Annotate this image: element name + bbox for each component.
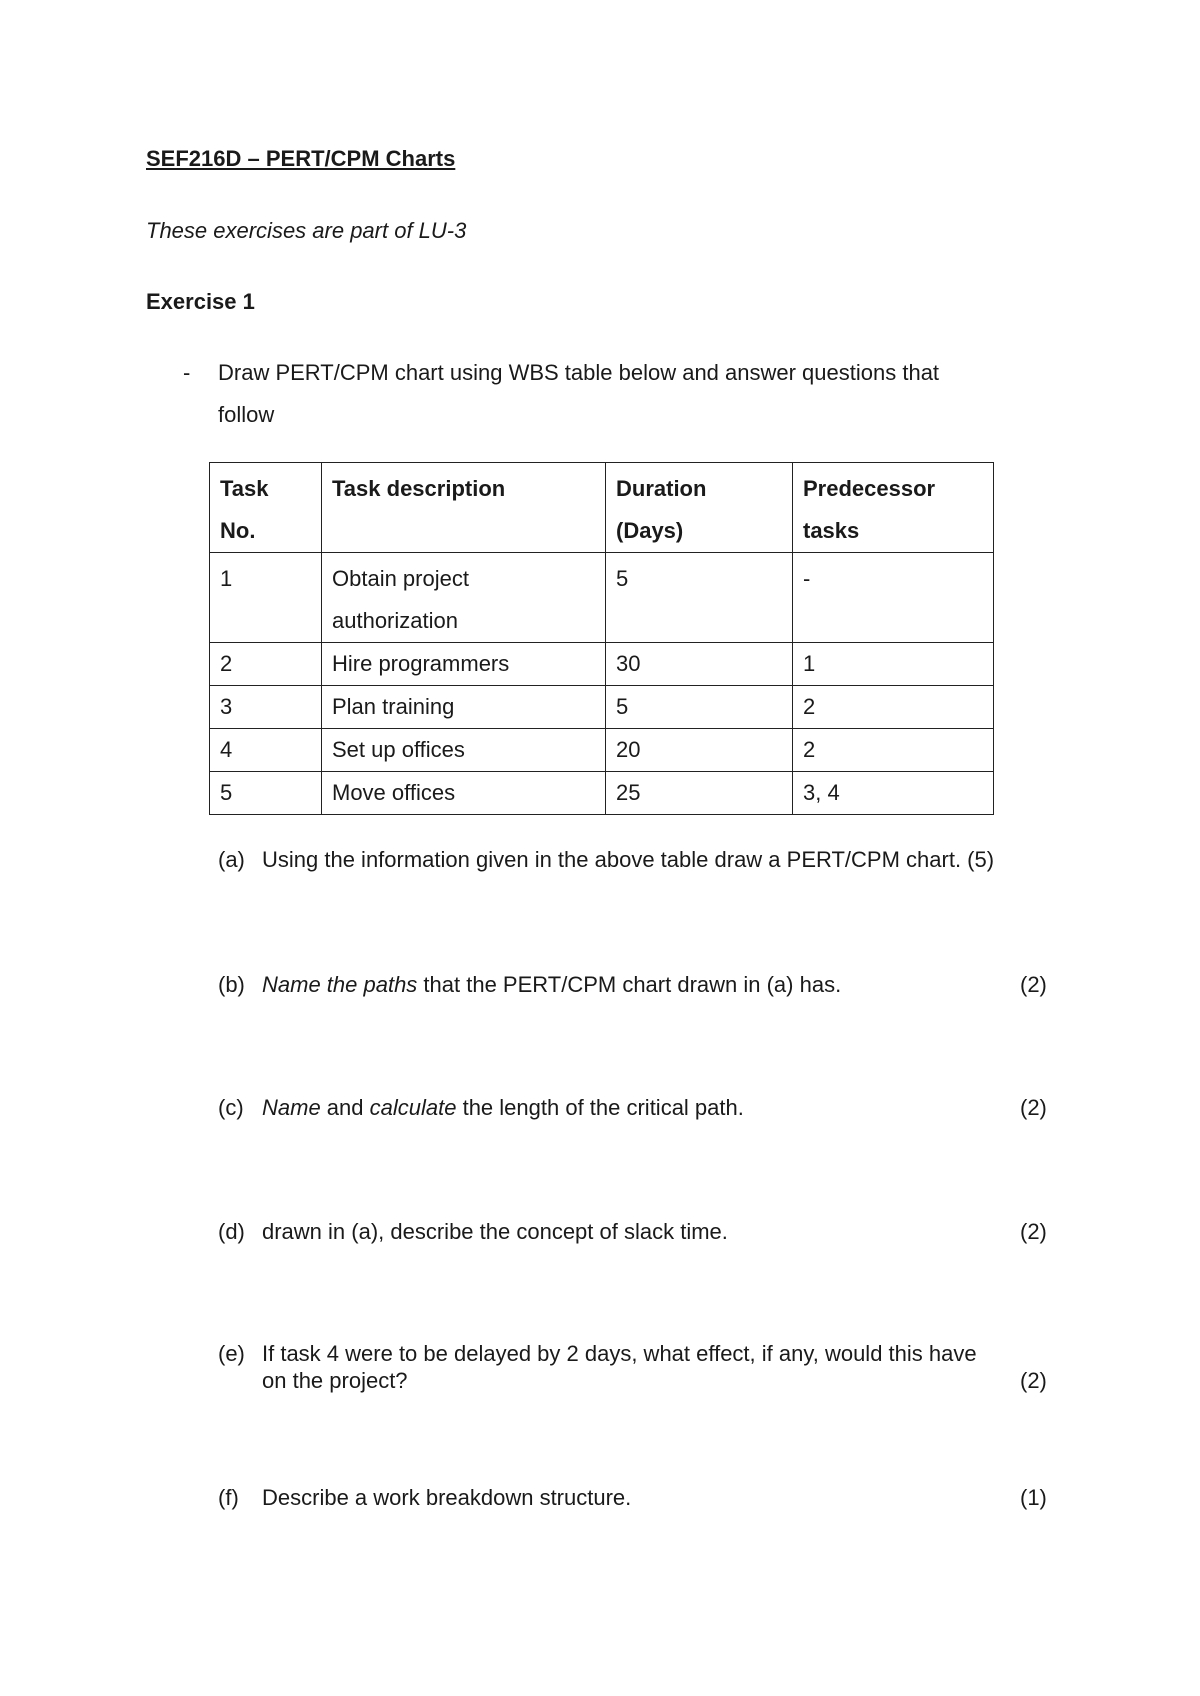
cell-description: Obtain project authorization [322, 553, 606, 643]
cell-duration: 5 [606, 686, 793, 729]
question-label: (b) [218, 972, 245, 997]
question-text: Using the information given in the above table draw a PERT/CPM chart. (5) [262, 847, 995, 872]
cell-duration: 30 [606, 643, 793, 686]
wbs-table [209, 462, 994, 815]
question-label: (e) [218, 1341, 245, 1366]
marks-b: (2) [1020, 972, 1047, 997]
exercise-heading: Exercise 1 [146, 289, 255, 314]
cell-task-no: 1 [210, 553, 322, 643]
cell-predecessor: - [793, 553, 994, 643]
marks-e: (2) [1020, 1368, 1047, 1393]
question-e [218, 1340, 977, 1368]
instruction-line-1: Draw PERT/CPM chart using WBS table below and answer questions that [218, 360, 940, 385]
cell-duration: 20 [606, 729, 793, 772]
table-row [210, 686, 994, 729]
question-label: (f) [218, 1485, 239, 1510]
question-label: (d) [218, 1219, 245, 1244]
cell-predecessor: 2 [793, 729, 994, 772]
document-title: SEF216D – PERT/CPM Charts [146, 146, 456, 171]
question-a [218, 846, 994, 874]
question-d [218, 1218, 728, 1246]
cell-predecessor: 1 [793, 643, 994, 686]
cell-duration: 5 [606, 553, 793, 643]
table-row [210, 553, 994, 643]
question-emphasis: calculate [369, 1095, 457, 1120]
question-c: (c) Name and calculate the length of the critical path. [218, 1095, 744, 1120]
question-e-line-2: on the project? [262, 1368, 408, 1393]
cell-task-no: 5 [210, 772, 322, 815]
question-label: (a) [218, 847, 245, 872]
header-task-no: Task No. [210, 463, 322, 553]
instruction-line-2: follow [218, 402, 275, 427]
question-emphasis: Name the paths [262, 972, 418, 997]
header-duration: Duration (Days) [606, 463, 793, 553]
question-text: the length of the critical path. [456, 1095, 744, 1120]
cell-duration: 25 [606, 772, 793, 815]
header-task-description: Task description [322, 463, 606, 553]
question-b [218, 971, 841, 999]
table-row [210, 772, 994, 815]
cell-task-no: 3 [210, 686, 322, 729]
cell-description: Move offices [322, 772, 606, 815]
marks-c: (2) [1020, 1095, 1047, 1120]
cell-description: Set up offices [322, 729, 606, 772]
table-header-row [210, 463, 994, 553]
question-emphasis: Name [262, 1095, 321, 1120]
table-row [210, 729, 994, 772]
cell-description: Plan training [322, 686, 606, 729]
cell-task-no: 2 [210, 643, 322, 686]
question-text: drawn in (a), describe the concept of slack time. [262, 1219, 728, 1244]
cell-predecessor: 3, 4 [793, 772, 994, 815]
cell-task-no: 4 [210, 729, 322, 772]
question-f [218, 1484, 631, 1512]
table-row [210, 643, 994, 686]
cell-predecessor: 2 [793, 686, 994, 729]
question-label: (c) [218, 1095, 244, 1120]
instruction-bullet: - [183, 360, 191, 385]
question-text: that the PERT/CPM chart drawn in (a) has. [417, 972, 842, 997]
cell-description: Hire programmers [322, 643, 606, 686]
marks-f: (1) [1020, 1485, 1047, 1510]
header-predecessor: Predecessor tasks [793, 463, 994, 553]
document-subtitle: These exercises are part of LU-3 [146, 218, 467, 243]
question-text: Describe a work breakdown structure. [262, 1485, 632, 1510]
marks-d: (2) [1020, 1219, 1047, 1244]
question-text: If task 4 were to be delayed by 2 days, what effect, if any, would this have [262, 1341, 977, 1366]
